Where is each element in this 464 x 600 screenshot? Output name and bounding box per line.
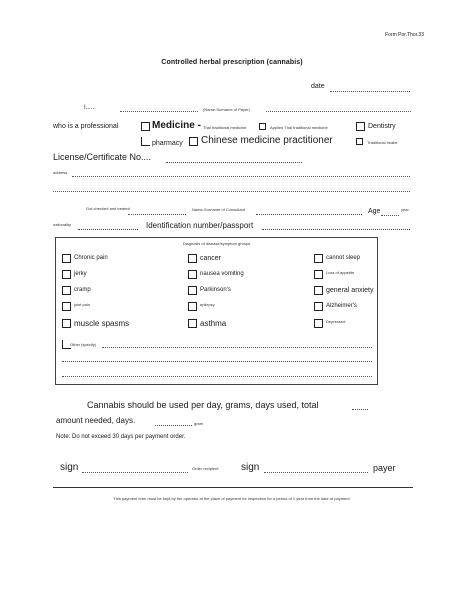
id-label: Identification number/passport: [146, 221, 254, 230]
other-label: Other (specify): [70, 342, 97, 347]
pharmacy-label: pharmacy: [152, 140, 183, 147]
payer-name-field-right[interactable]: [266, 111, 411, 112]
medicine-checkbox[interactable]: [141, 122, 150, 131]
applied-thai-label: Applied Thai traditional medicine: [270, 125, 328, 130]
medicine-label: Medicine -: [152, 120, 201, 131]
form-number: Form Por.Thor.33: [385, 32, 424, 38]
sign-label-recipient: sign: [60, 462, 79, 473]
diagnosis-label-0-1: cancer: [200, 255, 222, 262]
payer-name-caption: (Name-Surname of Payer): [203, 107, 250, 112]
diagnosis-checkbox-2-0[interactable]: [62, 286, 71, 295]
patient-field-left[interactable]: [128, 214, 186, 215]
diagnosis-checkbox-0-2[interactable]: [314, 254, 323, 263]
diagnosis-label-2-0: cramp: [74, 287, 91, 293]
diagnosis-checkbox-3-0[interactable]: [62, 302, 71, 311]
footer-divider: [53, 487, 413, 488]
other-field-1[interactable]: [102, 347, 372, 348]
dentistry-label: Dentistry: [368, 123, 396, 130]
patient-field-right[interactable]: [256, 214, 362, 215]
id-field[interactable]: [262, 229, 410, 230]
diagnosis-label-2-1: Parkinson's: [200, 287, 231, 293]
payer-sign-field[interactable]: [264, 472, 368, 473]
diagnosis-checkbox-4-2[interactable]: [314, 319, 323, 328]
dentistry-checkbox[interactable]: [356, 122, 365, 131]
usage-line2: amount needed, days.: [56, 416, 136, 425]
diagnosis-label-4-2: Depressed: [326, 319, 346, 324]
diagnosis-label-0-2: cannot sleep: [326, 255, 361, 261]
consultant-name-caption: Name-Surname of Consultant: [192, 207, 245, 212]
age-label: Age: [368, 208, 381, 215]
thai-traditional-label: Thai traditional medicine: [203, 125, 247, 130]
diagnosis-checkbox-4-0[interactable]: [62, 319, 71, 328]
diagnosis-box: [55, 237, 378, 385]
diagnosis-label-3-0: joint pain: [74, 302, 91, 307]
usage-line1: Cannabis should be used per day, grams, days used, total: [87, 400, 319, 410]
license-label: License/Certificate No....: [53, 152, 152, 162]
diagnosis-checkbox-3-1[interactable]: [188, 302, 197, 311]
chinese-medicine-label: Chinese medicine practitioner: [201, 135, 333, 146]
diagnosis-checkbox-1-2[interactable]: [314, 270, 323, 279]
diagnosis-label-3-2: Alzheimer's: [326, 303, 357, 309]
diagnosis-label-3-1: epilepsy: [200, 302, 215, 307]
pharmacy-checkbox[interactable]: [141, 137, 150, 146]
diagnosis-label-4-1: asthma: [200, 319, 227, 328]
payer-name-field-left[interactable]: [120, 111, 198, 112]
age-unit: year: [401, 207, 409, 212]
nationality-field[interactable]: [78, 229, 138, 230]
total-field[interactable]: [352, 409, 368, 410]
diagnosis-label-1-2: Loss of appetite: [326, 270, 355, 275]
footer-note: This payment form must be kept by the operator at the place of payment for inspection for a period of 1 year from the date of payment.: [113, 496, 351, 501]
checked-caption: Got checked and treated: [86, 206, 130, 211]
age-field[interactable]: [381, 215, 399, 216]
diagnosis-checkbox-4-1[interactable]: [188, 319, 197, 328]
professional-label: who is a professional: [53, 123, 119, 130]
diagnosis-checkbox-1-0[interactable]: [62, 270, 71, 279]
diagnosis-checkbox-0-1[interactable]: [188, 254, 197, 263]
gram-field[interactable]: [155, 425, 192, 426]
traditional-healer-checkbox[interactable]: [356, 138, 363, 145]
traditional-healer-label: Traditional healer: [367, 140, 398, 145]
address-field-1[interactable]: [72, 176, 410, 177]
diagnosis-checkbox-2-1[interactable]: [188, 286, 197, 295]
form-title: Controlled herbal prescription (cannabis): [161, 59, 303, 66]
payer-label: payer: [373, 463, 396, 473]
diagnosis-header: Diagnosis of disease/symptom groups: [182, 241, 251, 246]
diagnosis-label-4-0: muscle spasms: [74, 319, 130, 328]
sign-label-payer: sign: [241, 462, 260, 473]
diagnosis-checkbox-1-1[interactable]: [188, 270, 197, 279]
other-field-3[interactable]: [62, 376, 372, 377]
diagnosis-label-0-0: Chronic pain: [74, 255, 108, 261]
address-label: address: [53, 170, 68, 175]
nationality-label: nationality: [53, 222, 72, 227]
diagnosis-checkbox-0-0[interactable]: [62, 254, 71, 263]
recipient-sign-field[interactable]: [82, 472, 188, 473]
other-field-2[interactable]: [62, 361, 372, 362]
diagnosis-checkbox-2-2[interactable]: [314, 286, 323, 295]
diagnosis-label-1-0: jerky: [74, 271, 87, 277]
date-label: date: [311, 83, 325, 90]
diagnosis-checkbox-3-2[interactable]: [314, 302, 323, 311]
address-field-2[interactable]: [53, 191, 410, 192]
applied-thai-checkbox[interactable]: [259, 123, 266, 130]
diagnosis-label-1-1: nausea vomiting: [200, 271, 244, 277]
order-recipient-label: Order recipient: [192, 466, 219, 471]
usage-note: Note: Do not exceed 30 days per payment order.: [56, 434, 186, 440]
chinese-medicine-checkbox[interactable]: [189, 137, 198, 146]
payer-prefix: I......: [84, 105, 96, 111]
date-field[interactable]: [330, 91, 410, 92]
license-field[interactable]: [166, 162, 302, 163]
gram-label: gram: [194, 421, 204, 426]
diagnosis-label-2-2: general anxiety: [326, 287, 374, 294]
